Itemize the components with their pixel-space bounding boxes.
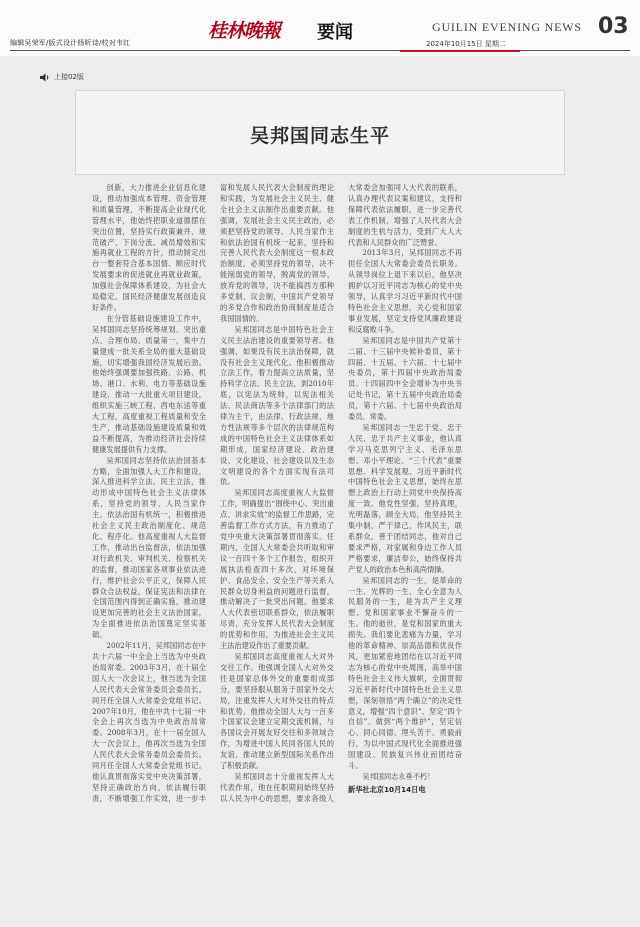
header-divider: [10, 50, 630, 51]
article-title: 吴邦国同志生平: [249, 125, 390, 147]
headline-banner: [75, 90, 565, 175]
article-paragraph: 吴邦国同志永垂不朽！: [362, 771, 435, 781]
article-paragraph: 2002年11月，吴邦国同志在中共十六届一中全会上当选为中央政治局常委。2003年3月，在十届全国人大一次会议上，他当选为全国人民代表大会常务委员会委员长。同月任全国人大常委会党组书记。2007年10月，他在中共十七届一中全会上再次当选为中央政治局常委。2008年3月，在十一届全国人大一次会议上，他再次当选为全国人民代表大会常务委员会委员长。同月任全国人大常委会党组书记。他认真贯彻落实党中央决策部署，坚持正确政治方向，依法履行职责，不断增强工作实效，进一步丰富和发展人民代表大会制度的理论和实践，为发展社会主义民主、健全社会主义法制作出重要贡献。他强调，发展社会主义民主政治，必须把坚持党的领导、人民当家作主和依法治国有机统一起来，坚持和完善人民代表大会制度这一根本政治制度，必须坚持党的领导，决不能削弱党的领导，脱离党的领导、放弃党的领导，决不能搞西方那种多党制、议会制，中国共产党领导的多党合作和政治协商制度是适合我国国情的。: [92, 183, 334, 803]
article-paragraph: 吴邦国同志十分重视发挥人大代表作用，他在任职期间始终坚持以人民为中心的思想，要求各级人大常委会加强同人大代表的联系，认真办理代表议案和建议，支持和保障代表依法履职，进一步完善代表工作机制，增强了人民代表大会制度的生机与活力，受到广大人大代表和人民群众的广泛赞誉。: [220, 183, 462, 803]
header-accent-bar: [400, 50, 520, 52]
previous-page-link[interactable]: [40, 72, 84, 82]
article-paragraph: 在分管基础设施建设工作中，吴邦国同志坚持统筹规划、突出重点、合理布局、质量第一，集中力量建成一批关系全局的重大基础设施，切实增强我国经济发展后劲。他始终强调要加强铁路、公路、机场、港口、水利、电力等基础设施建设，推动一大批重大项目建设，组织实施三峡工程、西电东送等重大工程，高度重视工程质量和安全生产，推动基础设施建设质量和效益不断提高，为推动经济社会持续健康发展提供有力支撑。: [92, 313, 206, 454]
article-paragraph: 吴邦国同志坚持依法治国基本方略，全面加强人大工作和建设，深入推进科学立法、民主立法，推动形成中国特色社会主义法律体系，坚持党的领导、人民当家作主、依法治国有机统一，积极推进社会主义民主政治制度化、规范化、程序化。他高度重视人大监督工作，推动出台监督法，依法加强对行政机关、审判机关、检察机关的监督，推动国家各项事业依法进行，维护社会公平正义，保障人民群众合法权益，保证宪法和法律在全国范围内得到正确实施，推动建设更加完善的社会主义法治国家，为全面推进依法治国奠定坚实基础。: [92, 455, 206, 640]
article-paragraph: 吴邦国同志高度重视人大对外交往工作。他强调全国人大对外交往是国家总体外交的重要组成部分，要坚持服从服务于国家外交大局，注重发挥人大对外交往的特点和优势。他推动全国人大与一百多个国家议会建立定期交流机制，与各国议会开展友好交往和多领域合作，为增进中国人民同各国人民的友谊、推动建立新型国际关系作出了积极贡献。: [220, 651, 334, 771]
article-paragraph: 2013年3月，吴邦国同志不再担任全国人大常委会委员长职务。从领导岗位上退下来以后，他坚决拥护以习近平同志为核心的党中央领导，认真学习习近平新时代中国特色社会主义思想，关心党和国家事业发展，坚定支持党风廉政建设和反腐败斗争。: [348, 248, 462, 334]
article-paragraph: 吴邦国同志一生忠于党、忠于人民、忠于共产主义事业，他认真学习马克思列宁主义、毛泽东思想、邓小平理论、“三个代表”重要思想、科学发展观、习近平新时代中国特色社会主义思想，始终在思想上政治上行动上同党中央保持高度一致。他党性坚强，坚持真理，光明磊落，顾全大局，他坚持民主集中制，严于律己，作风民主，联系群众，善于团结同志，他对自己要求严格，对家属和身边工作人员严格要求，廉洁奉公，始终保持共产党人的政治本色和高尚情操。: [348, 422, 462, 574]
article-paragraph: 吴邦国同志是中国共产党第十二届、十三届中央候补委员，第十四届、十五届、十六届、十七届中央委员，第十四届中央政治局委员、十四届四中全会增补为中央书记处书记，第十五届中央政治局委员，第十六届、十七届中央政治局委员、常委。: [348, 335, 462, 422]
editor-credits: 编辑吴荣军/版式设计杨昕诗/校对韦红: [10, 39, 131, 47]
article-paragraph: 创新，大力推进企业信息化建设，推动加强成本管理、资金管理和质量管理，不断提高企业现代化管理水平，他始终把职业道德摆在突出位置，坚持实行政策兼并、规范破产、下岗分流、减员增效和实施再就业工程的方针，推动制定出台一整套符合基本国情、顺应时代发展要求的促进就业再就业政策，加强社会保障体系建设，为社会大局稳定、国民经济健康发展创造良好条件。: [92, 183, 206, 312]
issue-date: 2024年10月15日 星期二: [426, 40, 506, 48]
page-header: [0, 0, 640, 56]
paper-english-name: GUILIN EVENING NEWS: [432, 20, 582, 34]
news-source-dateline: 新华社北京10月14日电: [348, 784, 426, 794]
page-number: 03: [598, 14, 629, 39]
previous-page-label: 上接02版: [54, 73, 84, 81]
article-paragraph: 吴邦国同志高度重视人大监督工作，明确提出“围绕中心、突出重点、讲求实效”的监督工作思路，完善监督工作方式方法，有力推动了党中央重大决策部署贯彻落实。任期内，全国人大常委会共听取和审议一百四十多个工作报告，组织开展执法检查四十多次，对环境保护、食品安全、安全生产等关系人民群众切身利益的问题进行监督，推动解决了一批突出问题。他要求人大代表密切联系群众，依法履职尽责，充分发挥人民代表大会制度的优势和作用，为推进社会主义民主法治建设作出了重要贡献。: [220, 488, 334, 651]
newspaper-masthead: 桂林晚報: [208, 20, 281, 42]
section-title: 要闻: [317, 22, 353, 43]
speaker-icon: [40, 73, 50, 82]
article-body: [92, 183, 590, 808]
article-paragraph: 吴邦国同志是中国特色社会主义民主法治建设的重要领导者。他强调，如果没有民主法治保障，就没有社会主义现代化。他积极推动立法工作，着力提高立法质量，坚持科学立法、民主立法，到2010年底，以宪法为统帅，以宪法相关法、民法商法等多个法律部门的法律为主干，由法律、行政法规、地方性法规等多个层次的法律规范构成的中国特色社会主义法律体系如期形成，国家经济建设、政治建设、文化建设、社会建设以及生态文明建设的各个方面实现有法可依。: [220, 324, 334, 487]
article-paragraph: 吴邦国同志的一生，是革命的一生、光辉的一生、全心全意为人民服务的一生，是为共产主义理想、党和国家事业不懈奋斗的一生。他的逝世，是党和国家的重大损失。我们要化悲痛为力量，学习他的革命精神、崇高品德和优良作风，更加紧密地团结在以习近平同志为核心的党中央周围，高举中国特色社会主义伟大旗帜，全面贯彻习近平新时代中国特色社会主义思想，深刻领悟“两个确立”的决定性意义，增强“四个意识”、坚定“四个自信”、做到“两个维护”，坚定信心、同心同德、埋头苦干、勇毅前行，为以中国式现代化全面推进强国建设、民族复兴伟业而团结奋斗。: [348, 575, 462, 771]
